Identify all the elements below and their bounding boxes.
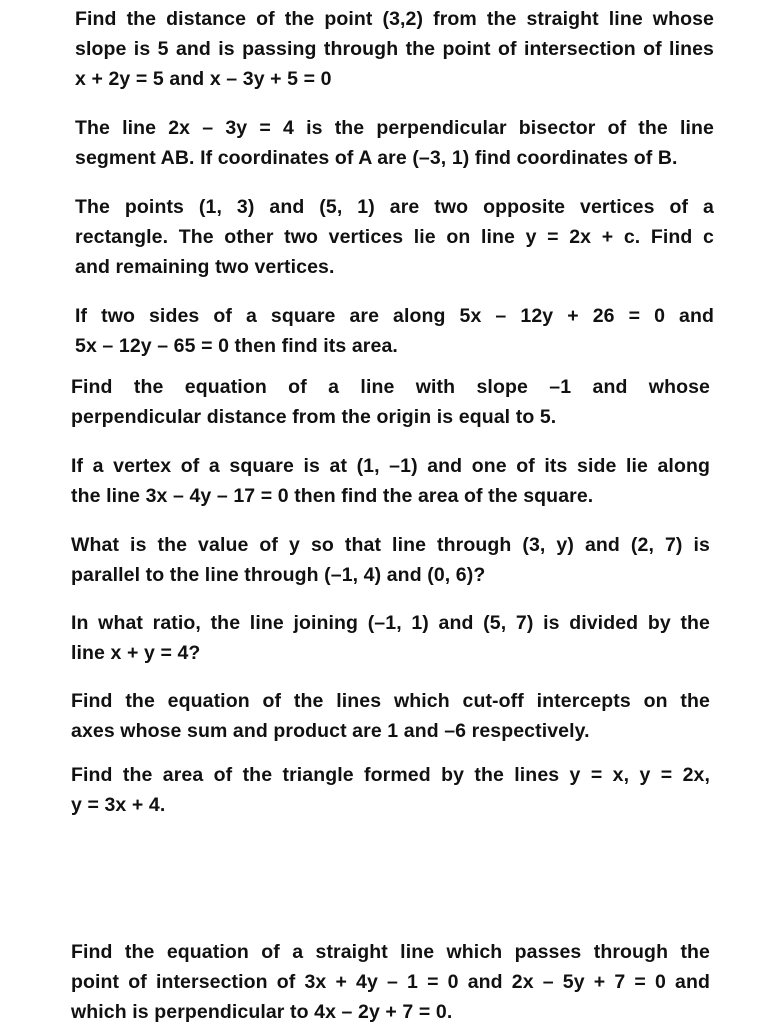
- question-line: Find the distance of the point (3,2) from the straight line whose: [75, 8, 714, 30]
- question-line: segment AB. If coordinates of A are (–3, 1) find coordinates of B.: [75, 147, 678, 169]
- question-line: Find the equation of a straight line which passes through the: [71, 941, 710, 963]
- question-3: [75, 192, 714, 282]
- question-line: and remaining two vertices.: [75, 256, 335, 278]
- question-line: The line 2x – 3y = 4 is the perpendicular bisector of the line: [75, 117, 714, 139]
- question-8: [71, 608, 710, 668]
- question-line: slope is 5 and is passing through the point of intersection of lines: [75, 38, 714, 60]
- question-line: rectangle. The other two vertices lie on line y = 2x + c. Find c: [75, 226, 714, 248]
- question-line: x + 2y = 5 and x – 3y + 5 = 0: [75, 68, 332, 90]
- question-line: y = 3x + 4.: [71, 794, 166, 816]
- question-4: [75, 301, 714, 361]
- question-11: [71, 937, 710, 1027]
- question-line: 5x – 12y – 65 = 0 then find its area.: [75, 335, 398, 357]
- question-line: Find the equation of a line with slope –1 and whose: [71, 376, 710, 398]
- question-line: axes whose sum and product are 1 and –6 respectively.: [71, 720, 590, 742]
- question-9: [71, 686, 710, 746]
- question-line: perpendicular distance from the origin is equal to 5.: [71, 406, 557, 428]
- question-line: What is the value of y so that line through (3, y) and (2, 7) is: [71, 534, 710, 556]
- question-2: [75, 113, 714, 173]
- question-line: Find the equation of the lines which cut-off intercepts on the: [71, 690, 710, 712]
- question-line: Find the area of the triangle formed by the lines y = x, y = 2x,: [71, 764, 710, 786]
- question-5: [71, 372, 710, 432]
- question-line: The points (1, 3) and (5, 1) are two opposite vertices of a: [75, 196, 714, 218]
- question-line: line x + y = 4?: [71, 642, 201, 664]
- question-line: point of intersection of 3x + 4y – 1 = 0 and 2x – 5y + 7 = 0 and: [71, 971, 710, 993]
- question-10: [71, 760, 710, 820]
- question-6: [71, 451, 710, 511]
- question-line: In what ratio, the line joining (–1, 1) and (5, 7) is divided by the: [71, 612, 710, 634]
- question-line: the line 3x – 4y – 17 = 0 then find the area of the square.: [71, 485, 594, 507]
- question-7: [71, 530, 710, 590]
- question-line: which is perpendicular to 4x – 2y + 7 = 0.: [71, 1001, 453, 1023]
- question-line: parallel to the line through (–1, 4) and (0, 6)?: [71, 564, 486, 586]
- question-line: If a vertex of a square is at (1, –1) and one of its side lie along: [71, 455, 710, 477]
- question-1: [75, 4, 714, 94]
- question-line: If two sides of a square are along 5x – 12y + 26 = 0 and: [75, 305, 714, 327]
